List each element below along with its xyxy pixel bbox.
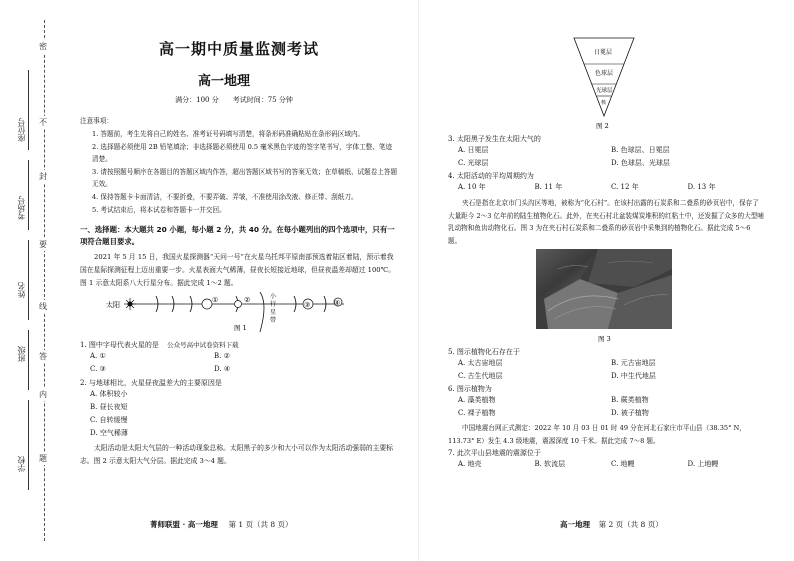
- note-item: 3. 请按照题号顺序在各题目的答题区域内作答，超出答题区域书写的答案无效；在草稿纸、试题卷上答题无效。: [92, 168, 398, 188]
- seat-number-label: 座位号: [17, 118, 26, 142]
- q4-option-c[interactable]: C. 12 年: [611, 183, 639, 191]
- q7-stem: 7. 此次平山县地震的震源位于: [448, 449, 541, 457]
- intro-q3-4: 太阳活动是太阳大气层的一种活动现象总称。太阳黑子的多少和大小可以作为太阳活动强弱的主要标志。图 2 示意太阳大气分层。据此完成 3～4 题。: [80, 444, 394, 465]
- cut-word: 题: [39, 454, 47, 463]
- q1-option-d[interactable]: D. ④: [214, 365, 231, 373]
- marker-3: ③: [304, 301, 311, 309]
- q5-options: [448, 357, 764, 383]
- q6-option-c[interactable]: C. 裸子植物: [458, 409, 496, 417]
- seat-number-line: [28, 70, 29, 150]
- q7-option-c[interactable]: C. 地幔: [611, 460, 635, 468]
- room-number-label: 考场号: [17, 196, 26, 220]
- exam-title: 高一期中质量监测考试: [158, 40, 319, 58]
- q3-option-b[interactable]: B. 色球层、日冕层: [611, 146, 670, 154]
- q7-option-d[interactable]: D. 上地幔: [687, 460, 719, 468]
- page-divider: [418, 0, 419, 561]
- q6-options: [448, 394, 764, 420]
- room-number-line: [28, 160, 29, 230]
- belt-char: 小: [270, 293, 277, 300]
- belt-char: 星: [270, 309, 277, 316]
- footer-left: [150, 520, 410, 530]
- page-2: [448, 30, 764, 540]
- q2-stem: 2. 与地球相比，火星昼夜温差大的主要原因是: [80, 379, 222, 387]
- q3-option-a[interactable]: A. 日冕层: [458, 146, 489, 154]
- q2-options: [80, 388, 398, 440]
- q1-options: [80, 350, 338, 376]
- name-line: [28, 240, 29, 320]
- footer-left-page: 第 1 页（共 8 页）: [228, 520, 293, 529]
- q6-option-b[interactable]: B. 蕨类植物: [611, 396, 649, 404]
- layer-chromosphere: 色球层: [595, 70, 614, 77]
- note-item: 1. 答题前，考生先将自己的姓名、准考证号码填写清楚，将条形码准确粘贴在条形码区域内。: [92, 130, 365, 138]
- q4-option-a[interactable]: A. 10 年: [458, 183, 486, 191]
- q3-option-d[interactable]: D. 色球层、光球层: [611, 159, 670, 167]
- footer-right: [560, 520, 760, 530]
- figure-1-planets: [94, 292, 394, 336]
- footer-right-subject: 高一地理: [560, 520, 590, 529]
- q2-option-a[interactable]: A. 体积较小: [90, 390, 128, 398]
- layer-core: 核: [601, 100, 607, 106]
- q5-option-b[interactable]: B. 元古宙地层: [611, 359, 656, 367]
- note-item: 5. 考试结束后，将本试卷和答题卡一并交回。: [92, 206, 226, 214]
- figure-1-caption: 图 1: [234, 324, 247, 332]
- intro-q7-8: 中国地震台网正式测定：2022 年 10 月 03 日 01 时 49 分在河北石家庄市平山县（38.35° N，113.73° E）发生 4.3 级地震，震源深度 10 千米。据此完成 7～8 题。: [448, 424, 746, 445]
- q4-option-b[interactable]: B. 11 年: [534, 183, 563, 191]
- q5-option-a[interactable]: A. 太古宙地层: [458, 359, 503, 367]
- class-line: [28, 330, 29, 390]
- q4-options: [448, 181, 764, 194]
- cut-word: 线: [39, 302, 47, 311]
- notes: [80, 115, 398, 216]
- q6-option-a[interactable]: A. 藻类植物: [458, 396, 496, 404]
- q2-option-c[interactable]: C. 自转缓慢: [90, 416, 128, 424]
- cut-word: 内: [39, 390, 47, 399]
- sun-label: 太阳: [106, 301, 120, 309]
- layer-photosphere: 光球层: [596, 88, 613, 94]
- q2-option-d[interactable]: D. 空气稀薄: [90, 429, 128, 437]
- school-line: [28, 400, 29, 490]
- q3-options: [448, 144, 764, 170]
- cut-word: 答: [39, 352, 47, 361]
- marker-4: ④: [334, 299, 341, 307]
- exam-meta: 满分：100 分 考试时间：75 分钟: [175, 96, 293, 104]
- q1-stem: 1. 图中字母代表火星的是: [80, 341, 159, 349]
- q1-option-b[interactable]: B. ②: [214, 352, 230, 360]
- note-item: 4. 保持答题卡卡面清洁，不要折叠，不要弄破、弄皱，不准使用涂改液、修正带、刮纸刀。: [92, 193, 358, 201]
- q7-options: [448, 458, 764, 471]
- q1-option-a[interactable]: A. ①: [90, 352, 106, 360]
- cut-word: 封: [39, 172, 47, 181]
- q1-option-c[interactable]: C. ③: [90, 365, 106, 373]
- q5-option-d[interactable]: D. 中生代地层: [611, 372, 656, 380]
- note-item: 2. 选择题必须使用 2B 铅笔填涂；非选择题必须使用 0.5 毫米黑色字迹的签字笔书写，字体工整、笔迹清楚。: [92, 143, 393, 163]
- asteroid-belt-label: [270, 292, 277, 324]
- q4-option-d[interactable]: D. 13 年: [687, 183, 716, 191]
- cut-word: 要: [39, 240, 47, 249]
- belt-char: 行: [270, 301, 277, 308]
- marker-1: ①: [212, 296, 219, 304]
- q6-option-d[interactable]: D. 被子植物: [611, 409, 649, 417]
- footer-left-org: 菁师联盟 · 高一地理: [150, 520, 218, 529]
- figure-3-caption: 图 3: [598, 335, 611, 343]
- q1-watermark: 公众号高中试卷资料下载: [167, 341, 239, 349]
- cut-word: 不: [39, 118, 47, 127]
- belt-char: 带: [270, 317, 277, 324]
- class-label: 班级: [17, 346, 26, 362]
- marker-2: ②: [244, 296, 251, 304]
- page-1: [80, 30, 398, 540]
- question-1: [80, 340, 398, 350]
- name-label: 姓名: [17, 282, 26, 298]
- q5-option-c[interactable]: C. 古生代地层: [458, 372, 503, 380]
- q2-option-b[interactable]: B. 昼长夜短: [90, 403, 128, 411]
- q5-stem: 5. 图示植物化石存在于: [448, 348, 520, 356]
- q3-stem: 3. 太阳黑子发生在太阳大气的: [448, 135, 541, 143]
- sun-icon: [124, 298, 136, 310]
- q7-option-b[interactable]: B. 软流层: [534, 460, 566, 468]
- figure-2-caption: 图 2: [596, 122, 609, 130]
- school-label: 学校: [17, 456, 26, 472]
- notes-heading: 注意事项：: [80, 117, 113, 125]
- section-heading: 一、选择题：本大题共 20 小题，每小题 2 分，共 40 分。在每小题列出的四个选项中，只有一项符合题目要求。: [80, 225, 395, 246]
- figure-2-sun-layers: [448, 30, 764, 130]
- q4-stem: 4. 太阳活动的平均周期约为: [448, 172, 534, 180]
- q6-stem: 6. 图示植物为: [448, 385, 492, 393]
- cut-word: 密: [39, 42, 47, 51]
- intro-q1-2: 2021 年 5 月 15 日，我国火星探测器“天问一号”在火星乌托邦平原南部预选着陆区着陆，预示着我国在星际探测征程上迈出重要一步。火星表面大气稀薄，昼夜长短接近地球，但昼夜温差却超过 100℃。图 1 示意太阳系八大行星分布。据此完成 1～2 题。: [80, 253, 396, 287]
- figure-3-fossil-photo: [448, 249, 764, 343]
- intro-q5-6: 夹石是指在北京市门头沟区等地，被称为“化石村”。在该村出露的石炭系和二叠系的砂页岩中，保存了大量距今 2～3 亿年前的陆生植物化石。此外，在夹石村北盆装煤炭堆积的红粘土中，还发掘了众多的大型哺乳动物和鱼齿动物化石。图 3 为在夹石村石炭系和二叠系的砂页岩中采集到的植物化石。据此完成 5～6 题。: [448, 199, 764, 245]
- q3-option-c[interactable]: C. 光球层: [458, 159, 489, 167]
- layer-corona: 日冕层: [594, 49, 613, 56]
- footer-right-page: 第 2 页（共 8 页）: [598, 520, 663, 529]
- q7-option-a[interactable]: A. 地壳: [458, 460, 482, 468]
- subject-title: 高一地理: [197, 74, 250, 89]
